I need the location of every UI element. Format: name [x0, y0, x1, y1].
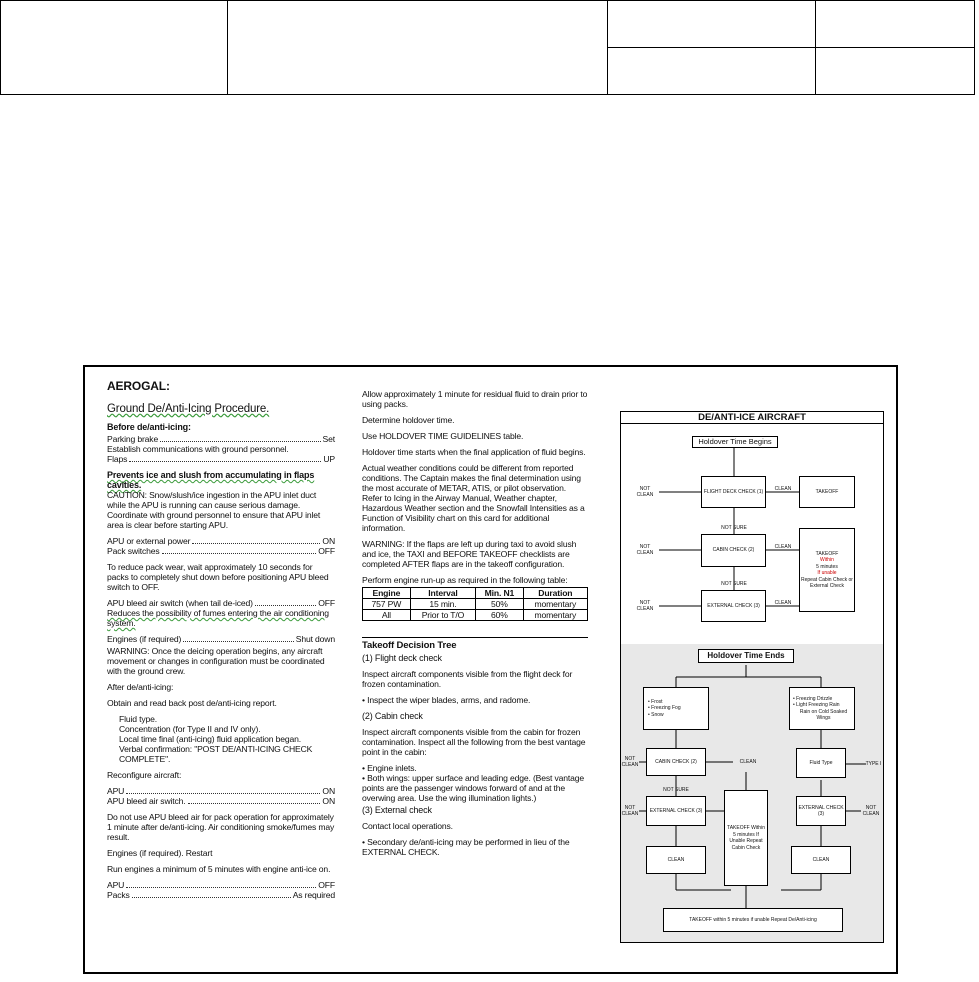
step-parking-brake: Parking brake Set: [107, 434, 335, 444]
external-check-heading: (3) External check: [362, 805, 432, 815]
clean-label: CLEAN: [774, 544, 792, 550]
warning-flaps: WARNING: If the flaps are left up during taxi to avoid slush and ice, the TAXI and BEFORE TAKEOFF checklists are completed AFTER flaps are in the takeoff configuration.: [362, 539, 577, 569]
step-establish: Establish communications with ground personnel.: [107, 444, 289, 454]
external-check-2-box: EXTERNAL CHECK (3): [646, 796, 706, 826]
note-perform-runup: Perform engine run-up as required in the following table:: [362, 575, 568, 585]
both-wings: • Both wings: upper surface and leading edge. (Best vantage points are the passenger windows forward of and at the overwing area. Use the wing illumination lights.): [362, 773, 585, 803]
step-flaps: Flaps UP: [107, 454, 335, 464]
note-actual-weather: Actual weather conditions could be different from reported conditions. The Captain makes the final determination using the most accurate of METAR, ATIS, or pilot observation. Refer to Icing in the Airway Manual, Weather chapter, Hazardous Weather section and the Snowfall Intensities as a Function of Visibility chart on this card for additional information.: [362, 463, 585, 533]
inspect-flight-deck: Inspect aircraft components visible from the flight deck for frozen contamination.: [362, 669, 573, 689]
holdover-ends-box: Holdover Time Ends: [698, 649, 794, 663]
report-local-time: Local time final (anti-icing) fluid application began.: [119, 734, 302, 744]
inspect-wiper: • Inspect the wiper blades, arms, and radome.: [362, 695, 531, 705]
caution-apu: CAUTION: Snow/slush/ice ingestion in the APU inlet duct while the APU is running can cause serious damage. Coordinate with ground personnel to ensure that APU inlet area is clear before starting APU.: [107, 490, 321, 530]
report-verbal: Verbal confirmation: "POST DE/ANTI-ICING CHECK COMPLETE".: [119, 744, 313, 764]
step-pack-switches: Pack switches OFF: [107, 546, 335, 556]
inspect-cabin: Inspect aircraft components visible from the cabin for frozen contamination. Inspect all the following from the best vantage point in the cabin:: [362, 727, 586, 757]
step-use-table: Use HOLDOVER TIME GUIDELINES table.: [362, 431, 524, 441]
takeoff-box: TAKEOFF: [799, 476, 855, 508]
clean-box: CLEAN: [646, 846, 706, 874]
note-run-engines: Run engines a minimum of 5 minutes with engine anti-ice on.: [107, 864, 331, 874]
not-clean-label: NOT CLEAN: [621, 756, 639, 768]
after-heading: After de/anti-icing:: [107, 682, 174, 692]
step-apu-ext: APU or external power ON: [107, 536, 335, 546]
table-header: Min. N1: [476, 588, 524, 599]
table-header: Duration: [523, 588, 587, 599]
document-header-table: [0, 0, 975, 95]
clean-box: CLEAN: [791, 846, 851, 874]
decision-tree-heading: Takeoff Decision Tree: [362, 637, 588, 651]
card-title: AEROGAL:: [107, 379, 170, 393]
not-sure-label: NOT SURE: [721, 525, 747, 531]
warning-movement: WARNING: Once the deicing operation begins, any aircraft movement or changes in configuration must be coordinated with the ground crew.: [107, 646, 325, 676]
not-clean-label: NOT CLEAN: [621, 805, 639, 817]
not-sure-label: NOT SURE: [663, 787, 689, 793]
step-apu-bleed-on: APU bleed air switch. ON: [107, 796, 335, 806]
step-apu-bleed: APU bleed air switch (when tail de-iced) OFF: [107, 598, 335, 608]
not-sure-label: NOT SURE: [721, 581, 747, 587]
secondary-deicing: • Secondary de/anti-icing may be performed in lieu of the EXTERNAL CHECK.: [362, 837, 570, 857]
cabin-check-heading: (2) Cabin check: [362, 711, 423, 721]
report-fluid-type: Fluid type.: [119, 714, 157, 724]
external-check-3-box: EXTERNAL CHECK (3): [796, 796, 846, 826]
header-cell-revision: [608, 48, 816, 95]
table-row: All Prior to T/O 60% momentary: [363, 610, 588, 621]
not-clean-label: NOT CLEAN: [636, 600, 654, 612]
header-cell-doc-no-value: [816, 1, 975, 48]
header-cell-revision-value: [816, 48, 975, 95]
note-prevents: Prevents ice and slush from accumulating in flaps cavities.: [107, 470, 315, 490]
table-header: Engine: [363, 588, 411, 599]
fluid-type-box: Fluid Type: [796, 748, 846, 778]
step-apu-on: APU ON: [107, 786, 335, 796]
table-header: Interval: [410, 588, 475, 599]
takeoff-within-box: TAKEOFF Within 5 minutes If unable Repeat Cabin Check or External Check: [799, 528, 855, 612]
step-engines-restart: Engines (if required). Restart: [107, 848, 213, 858]
note-holdover-starts: Holdover time starts when the final application of fluid begins.: [362, 447, 586, 457]
cabin-check-box: CABIN CHECK (2): [701, 534, 766, 567]
header-cell-logo: [1, 1, 228, 95]
card-column-left: [107, 373, 335, 900]
note-reduces-fumes: Reduces the possibility of fumes entering the air conditioning system.: [107, 608, 329, 628]
card-subtitle: Ground De/Anti-Icing Procedure.: [107, 403, 270, 415]
flowchart-title: DE/ANTI-ICE AIRCRAFT: [621, 412, 883, 424]
report-concentration: Concentration (for Type II and IV only).: [119, 724, 261, 734]
clean-label: CLEAN: [774, 486, 792, 492]
holdover-begins-box: Holdover Time Begins: [692, 436, 778, 448]
precip-drizzle-box: • Freezing Drizzle • Light Freezing Rain Rain on Cold Soaked Wings: [789, 687, 855, 730]
note-reduce-wear: To reduce pack wear, wait approximately 10 seconds for packs to completely shut down before positioning APU bleed switch to OFF.: [107, 562, 329, 592]
note-do-not-use: Do not use APU bleed air for pack operation for approximately 1 minute after de/anti-icing. Air conditioning smoke/fumes may result.: [107, 812, 335, 842]
note-allow: Allow approximately 1 minute for residual fluid to drain prior to using packs.: [362, 389, 588, 409]
header-cell-doc-no: [608, 1, 816, 48]
flight-deck-check-heading: (1) Flight deck check: [362, 653, 442, 663]
takeoff-within-3-box: TAKEOFF Within 5 minutes If Unable Repeat Cabin Check: [724, 790, 768, 886]
header-cell-title: [228, 1, 608, 95]
table-row: 757 PW 15 min. 50% momentary: [363, 599, 588, 610]
engine-runup-table: [362, 587, 588, 621]
deicing-procedure-card: [83, 365, 898, 974]
clean-label: CLEAN: [739, 759, 757, 765]
not-clean-label: NOT CLEAN: [862, 805, 880, 817]
flight-deck-check-box: FLIGHT DECK CHECK (1): [701, 476, 766, 508]
not-clean-label: NOT CLEAN: [636, 544, 654, 556]
type-i-label: TYPE I: [865, 761, 882, 767]
contact-local: Contact local operations.: [362, 821, 453, 831]
step-determine: Determine holdover time.: [362, 415, 455, 425]
step-obtain: Obtain and read back post de/anti-icing report.: [107, 698, 277, 708]
precip-frost-box: • Frost • Freezing Fog • Snow: [643, 687, 709, 730]
step-apu-off: APU OFF: [107, 880, 335, 890]
not-clean-label: NOT CLEAN: [636, 486, 654, 498]
external-check-box: EXTERNAL CHECK (3): [701, 590, 766, 622]
cabin-check-2-box: CABIN CHECK (2): [646, 748, 706, 776]
card-column-middle: [362, 367, 588, 857]
reconfigure-heading: Reconfigure aircraft:: [107, 770, 182, 780]
clean-label: CLEAN: [774, 600, 792, 606]
step-engines: Engines (if required) Shut down: [107, 634, 335, 644]
step-packs: Packs As required: [107, 890, 335, 900]
deicing-flowchart: [620, 411, 884, 943]
before-heading: Before de/anti-icing:: [107, 422, 191, 432]
engine-inlets: • Engine inlets.: [362, 763, 417, 773]
final-takeoff-box: TAKEOFF within 5 minutes if unable Repeat De/Anti-icing: [663, 908, 843, 932]
